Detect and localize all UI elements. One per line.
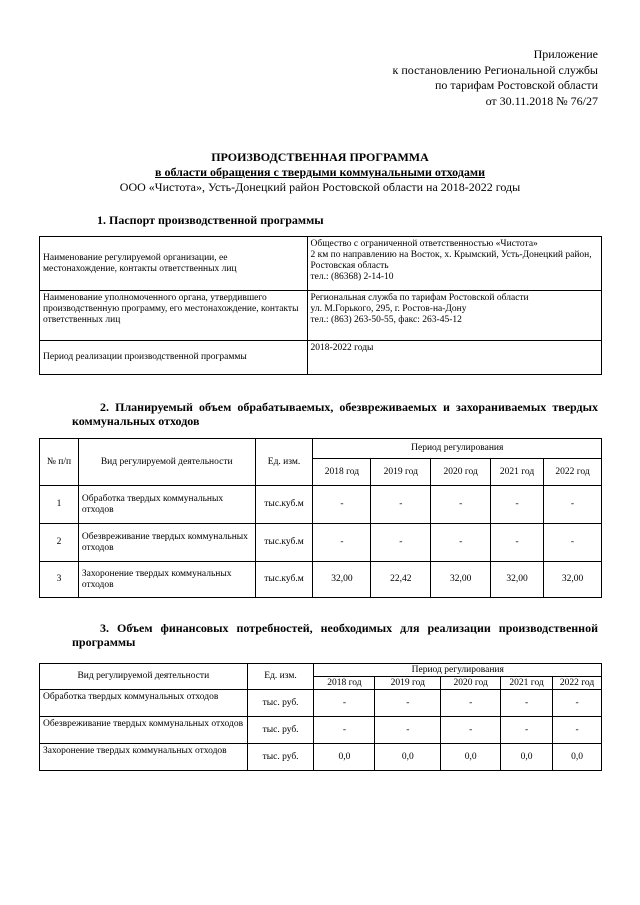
row-unit: тыс. руб. — [247, 717, 314, 744]
heading-line: 3. Объем финансовых потребностей, необходимых для реализации — [100, 621, 491, 635]
year-header: 2022 год — [553, 677, 602, 690]
passport-table — [39, 236, 602, 375]
section-3-heading — [72, 621, 598, 649]
year-header: 2019 год — [371, 459, 431, 486]
heading-line: твердых коммунальных отходов — [72, 400, 598, 428]
col-num-header: № п/п — [40, 439, 79, 486]
col-period-header: Период регулирования — [313, 439, 602, 459]
value-line: Общество с ограниченной ответственностью «Чистота» — [310, 239, 538, 249]
row-value: - — [544, 486, 602, 524]
table-row — [40, 690, 602, 717]
row-unit: тыс.куб.м — [255, 524, 313, 562]
value-line: Региональная служба по тарифам Ростовской области — [310, 293, 529, 303]
table-row — [40, 291, 602, 341]
title-line-2: в области обращения с твердыми коммунальными отходами — [154, 165, 485, 179]
row-value: 0,0 — [501, 744, 553, 771]
passport-value — [307, 291, 601, 341]
row-value: 0,0 — [314, 744, 375, 771]
passport-value — [307, 237, 601, 291]
row-value: 32,00 — [491, 562, 544, 598]
row-value: - — [553, 690, 602, 717]
appendix-line: по тарифам Ростовской области — [434, 78, 598, 92]
row-value: - — [431, 486, 491, 524]
col-period-header: Период регулирования — [314, 664, 602, 677]
row-value: - — [441, 717, 501, 744]
row-activity: Обработка твердых коммунальных отходов — [78, 486, 255, 524]
row-value: 32,00 — [313, 562, 371, 598]
row-value: - — [371, 524, 431, 562]
year-header: 2020 год — [431, 459, 491, 486]
passport-value — [307, 341, 601, 375]
table-row — [40, 524, 602, 562]
row-activity: Обезвреживание твердых коммунальных отходов — [40, 717, 248, 744]
title-line-3: ООО «Чистота», Усть-Донецкий район Ростовской области на 2018-2022 годы — [119, 180, 521, 194]
table-header-row — [40, 439, 602, 459]
row-value: 22,42 — [371, 562, 431, 598]
year-header: 2018 год — [314, 677, 375, 690]
row-unit: тыс.куб.м — [255, 562, 313, 598]
section-2-heading — [72, 400, 598, 428]
row-unit: тыс.куб.м — [255, 486, 313, 524]
row-value: 0,0 — [375, 744, 441, 771]
value-line: тел.: (86368) 2-14-10 — [310, 272, 394, 282]
passport-label: Период реализации производственной программы — [40, 341, 308, 375]
row-unit: тыс. руб. — [247, 690, 314, 717]
title-line-1: ПРОИЗВОДСТВЕННАЯ ПРОГРАММА — [211, 150, 429, 164]
row-value: 32,00 — [544, 562, 602, 598]
table-header-row — [40, 664, 602, 677]
row-value: 0,0 — [441, 744, 501, 771]
table-row — [40, 341, 602, 375]
appendix-line: Приложение — [533, 47, 598, 61]
row-value: - — [313, 486, 371, 524]
row-num: 2 — [40, 524, 79, 562]
col-activity-header: Вид регулируемой деятельности — [78, 439, 255, 486]
year-header: 2020 год — [441, 677, 501, 690]
section-1-heading: 1. Паспорт производственной программы — [97, 213, 324, 227]
col-unit-header: Ед. изм. — [255, 439, 313, 486]
passport-label: Наименование уполномоченного органа, утвердившего производственную программу, его местонахождение, контакты ответственных лиц — [40, 291, 308, 341]
row-value: - — [544, 524, 602, 562]
value-line: 2018-2022 годы — [310, 343, 374, 353]
row-value: - — [371, 486, 431, 524]
row-value: - — [375, 717, 441, 744]
row-value: - — [313, 524, 371, 562]
appendix-line: от 30.11.2018 № 76/27 — [485, 93, 598, 108]
col-activity-header: Вид регулируемой деятельности — [40, 664, 248, 690]
value-line: тел.: (863) 263-50-55, факс: 263-45-12 — [310, 315, 462, 325]
row-value: - — [375, 690, 441, 717]
row-value: - — [314, 717, 375, 744]
year-header: 2021 год — [501, 677, 553, 690]
row-value: - — [314, 690, 375, 717]
row-num: 1 — [40, 486, 79, 524]
row-activity: Захоронение твердых коммунальных отходов — [40, 744, 248, 771]
row-value: - — [491, 486, 544, 524]
appendix-line: к постановлению Региональной службы — [392, 62, 598, 77]
row-activity: Обработка твердых коммунальных отходов — [40, 690, 248, 717]
appendix-block — [393, 47, 598, 109]
table-row — [40, 717, 602, 744]
value-line: ул. М.Горького, 295, г. Ростов-на-Дону — [310, 304, 467, 314]
year-header: 2021 год — [491, 459, 544, 486]
year-header: 2018 год — [313, 459, 371, 486]
passport-label: Наименование регулируемой организации, ее местонахождение, контакты ответственных лиц — [40, 237, 308, 291]
year-header: 2019 год — [375, 677, 441, 690]
row-activity: Захоронение твердых коммунальных отходов — [78, 562, 255, 598]
row-unit: тыс. руб. — [247, 744, 314, 771]
table-row — [40, 237, 602, 291]
row-value: - — [431, 524, 491, 562]
document-title — [40, 150, 600, 195]
row-value: - — [491, 524, 544, 562]
volume-table — [39, 438, 602, 598]
row-value: - — [501, 690, 553, 717]
table-row — [40, 486, 602, 524]
value-line: 2 км по направлению на Восток, х. Крымский, Усть-Донецкий район, Ростовская область — [310, 250, 592, 271]
heading-line: производственной программы — [72, 621, 599, 649]
row-value: - — [553, 717, 602, 744]
table-row — [40, 744, 602, 771]
year-header: 2022 год — [544, 459, 602, 486]
heading-line: 2. Планируемый объем обрабатываемых, обезвреживаемых и захораниваемых — [100, 400, 547, 414]
row-num: 3 — [40, 562, 79, 598]
row-value: 32,00 — [431, 562, 491, 598]
row-value: 0,0 — [553, 744, 602, 771]
row-value: - — [441, 690, 501, 717]
row-activity: Обезвреживание твердых коммунальных отходов — [78, 524, 255, 562]
col-unit-header: Ед. изм. — [247, 664, 314, 690]
row-value: - — [501, 717, 553, 744]
table-row — [40, 562, 602, 598]
finance-table — [39, 663, 602, 771]
